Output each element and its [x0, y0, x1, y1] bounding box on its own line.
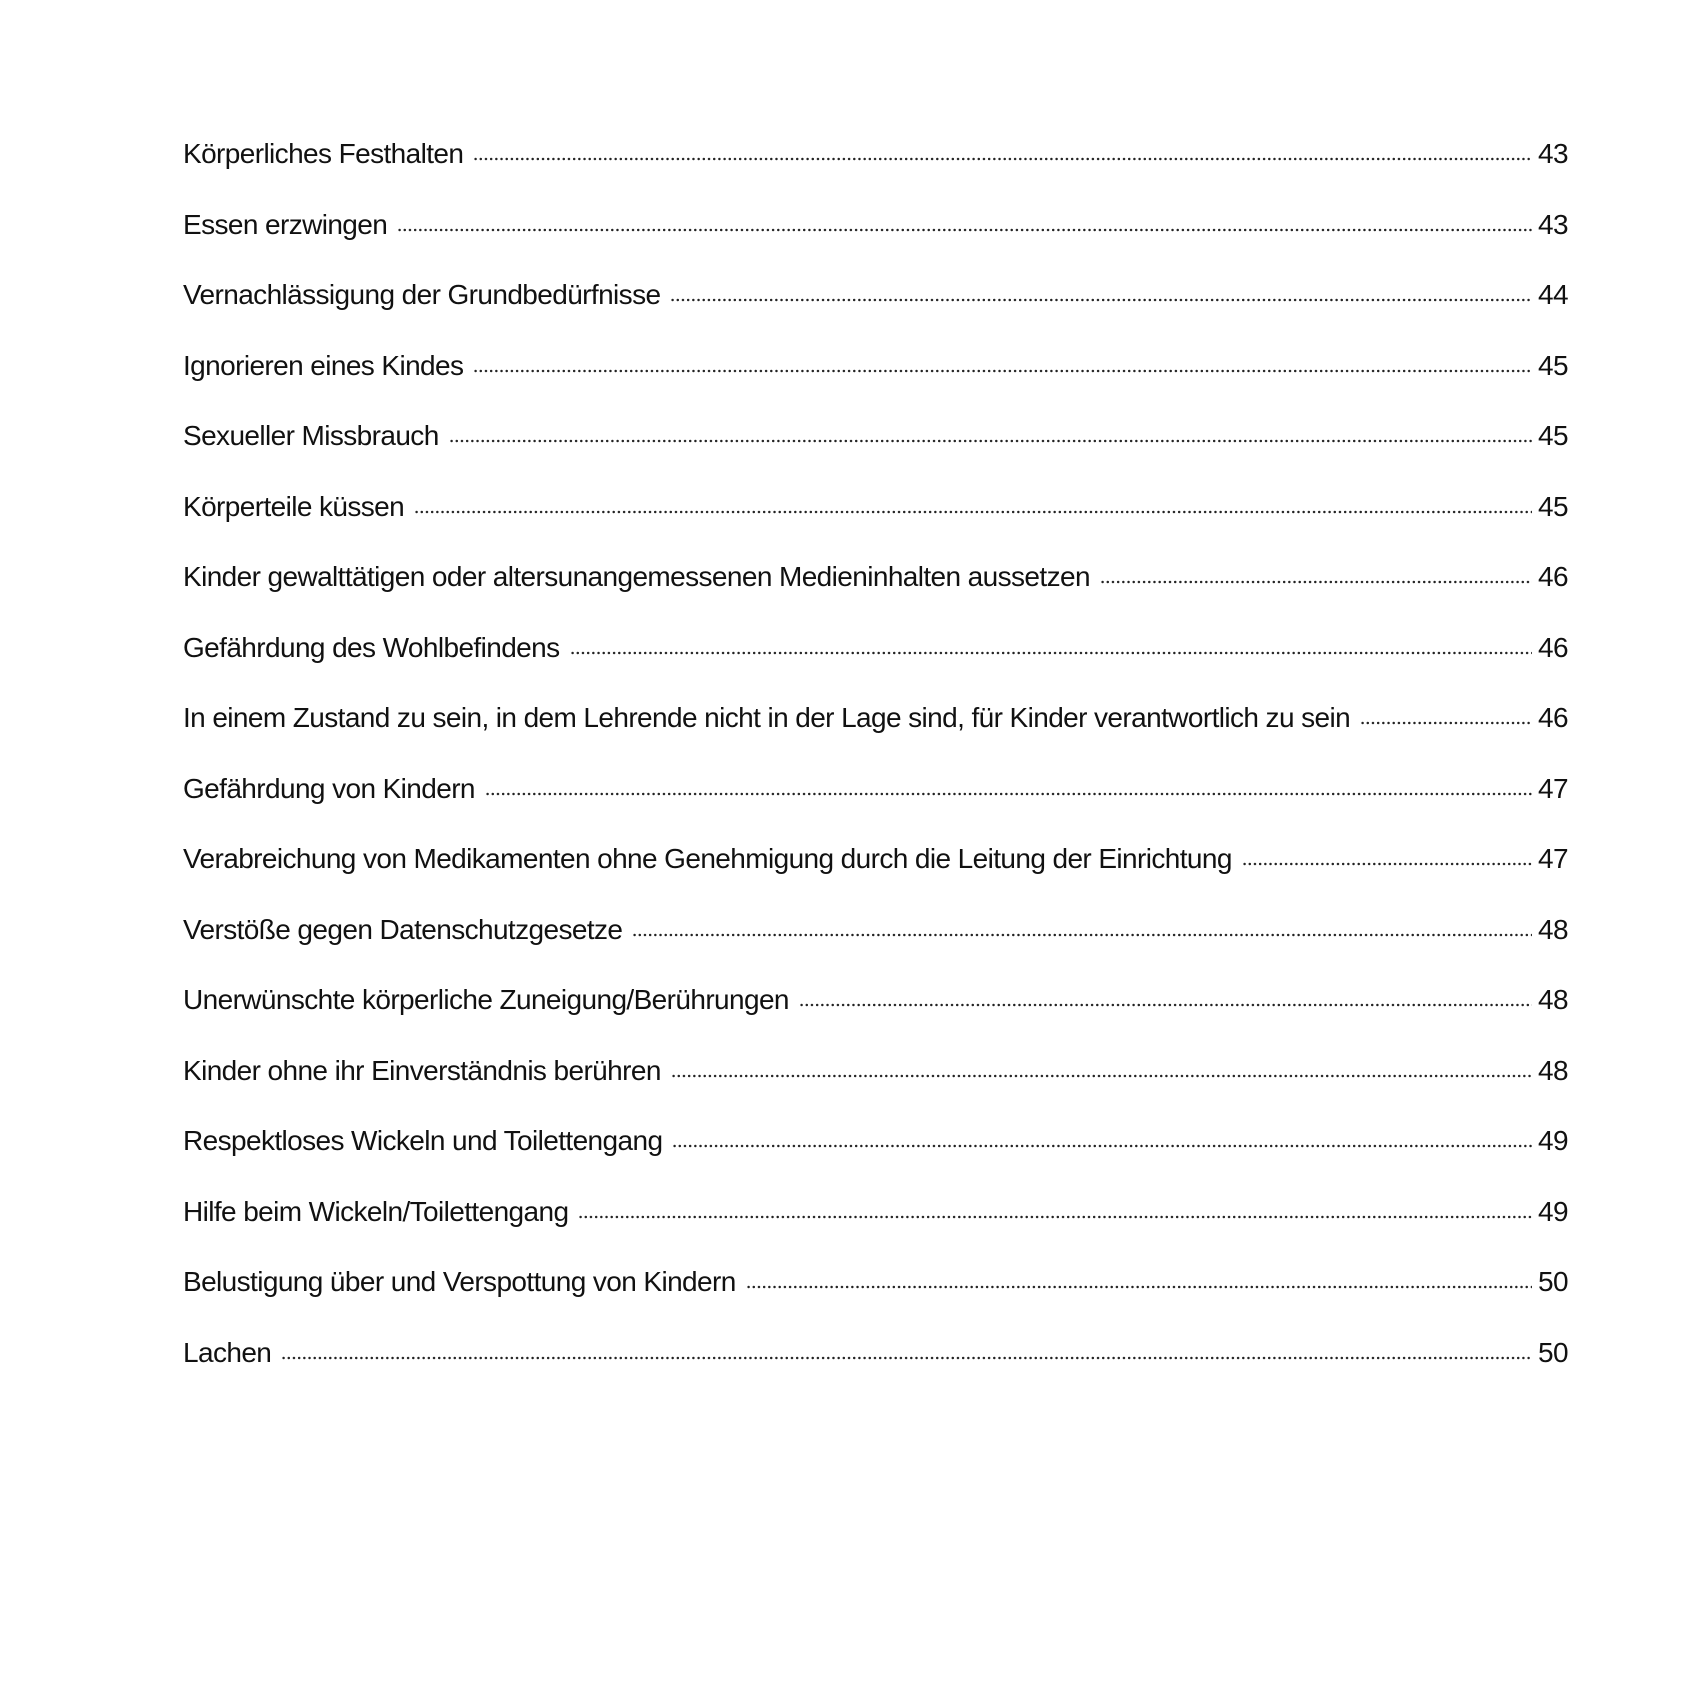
toc-entry[interactable] — [183, 772, 1568, 843]
toc-entry[interactable] — [183, 1054, 1568, 1125]
toc-entry[interactable] — [183, 913, 1568, 984]
toc-entry-title: Sexueller Missbrauch — [183, 420, 439, 451]
toc-entry[interactable] — [183, 1195, 1568, 1266]
toc-entry-title: Respektloses Wickeln und Toilettengang — [183, 1125, 663, 1156]
toc-entry-title: Körperliches Festhalten — [183, 138, 464, 169]
toc-page-number: 47 — [1538, 843, 1568, 874]
toc-page-number: 50 — [1538, 1266, 1568, 1297]
toc-page-number: 46 — [1538, 561, 1568, 592]
toc-page-number: 47 — [1538, 772, 1568, 804]
toc-page-number: 45 — [1538, 490, 1568, 522]
toc-entry[interactable] — [183, 983, 1568, 1054]
toc-page-number: 43 — [1538, 138, 1568, 169]
toc-dot-leader — [414, 510, 1532, 514]
table-of-contents — [183, 137, 1568, 1406]
toc-dot-leader — [671, 1074, 1532, 1078]
toc-dot-leader — [397, 228, 1532, 232]
toc-page-number: 45 — [1538, 420, 1568, 451]
toc-entry-title: Ignorieren eines Kindes — [183, 349, 464, 381]
toc-page-number: 45 — [1538, 349, 1568, 381]
toc-entry[interactable] — [183, 419, 1568, 490]
toc-entry[interactable] — [183, 1336, 1568, 1407]
toc-entry[interactable] — [183, 631, 1568, 702]
toc-dot-leader — [473, 369, 1532, 373]
toc-entry-title: Kinder ohne ihr Einverständnis berühren — [183, 1054, 661, 1086]
toc-page-number: 49 — [1538, 1125, 1568, 1156]
toc-dot-leader — [570, 651, 1532, 655]
toc-page-number: 46 — [1538, 702, 1568, 733]
toc-entry-title: Hilfe beim Wickeln/Toilettengang — [183, 1195, 569, 1227]
toc-dot-leader — [281, 1356, 1532, 1360]
toc-entry[interactable] — [183, 137, 1568, 208]
toc-entry-title: Unerwünschte körperliche Zuneigung/Berührungen — [183, 984, 789, 1015]
toc-entry[interactable] — [183, 278, 1568, 349]
toc-dot-leader — [473, 157, 1532, 161]
toc-dot-leader — [1100, 580, 1532, 584]
toc-entry[interactable] — [183, 701, 1568, 772]
toc-page-number: 46 — [1538, 631, 1568, 663]
toc-dot-leader — [632, 933, 1532, 937]
toc-entry-title: Gefährdung des Wohlbefindens — [183, 631, 560, 663]
toc-entry[interactable] — [183, 842, 1568, 913]
toc-entry-title: Essen erzwingen — [183, 208, 388, 240]
toc-page-number: 49 — [1538, 1195, 1568, 1227]
toc-entry[interactable] — [183, 1124, 1568, 1195]
toc-dot-leader — [449, 439, 1532, 443]
toc-dot-leader — [1242, 862, 1532, 866]
toc-entry[interactable] — [183, 349, 1568, 420]
toc-entry-title: Gefährdung von Kindern — [183, 772, 475, 804]
toc-entry[interactable] — [183, 490, 1568, 561]
toc-entry-title: Körperteile küssen — [183, 490, 405, 522]
toc-entry-title: Verstöße gegen Datenschutzgesetze — [183, 913, 623, 945]
toc-entry[interactable] — [183, 560, 1568, 631]
toc-dot-leader — [485, 792, 1532, 796]
toc-dot-leader — [672, 1144, 1532, 1148]
toc-dot-leader — [746, 1285, 1532, 1289]
toc-dot-leader — [1360, 721, 1532, 725]
toc-entry-title: Kinder gewalttätigen oder altersunangemessenen Medieninhalten aussetzen — [183, 561, 1090, 592]
toc-entry-title: In einem Zustand zu sein, in dem Lehrende nicht in der Lage sind, für Kinder verantwortlich zu sein — [183, 702, 1351, 733]
toc-page-number: 48 — [1538, 913, 1568, 945]
toc-dot-leader — [670, 298, 1532, 302]
toc-entry[interactable] — [183, 1265, 1568, 1336]
toc-page-number: 48 — [1538, 984, 1568, 1015]
toc-entry-title: Verabreichung von Medikamenten ohne Genehmigung durch die Leitung der Einrichtung — [183, 843, 1232, 874]
toc-page-number: 43 — [1538, 208, 1568, 240]
toc-entry[interactable] — [183, 208, 1568, 279]
toc-dot-leader — [799, 1003, 1532, 1007]
toc-page-number: 50 — [1538, 1336, 1568, 1368]
toc-dot-leader — [578, 1215, 1532, 1219]
toc-page-number: 44 — [1538, 279, 1568, 310]
toc-page-number: 48 — [1538, 1054, 1568, 1086]
toc-entry-title: Lachen — [183, 1336, 272, 1368]
toc-entry-title: Belustigung über und Verspottung von Kindern — [183, 1266, 736, 1297]
toc-entry-title: Vernachlässigung der Grundbedürfnisse — [183, 279, 661, 310]
